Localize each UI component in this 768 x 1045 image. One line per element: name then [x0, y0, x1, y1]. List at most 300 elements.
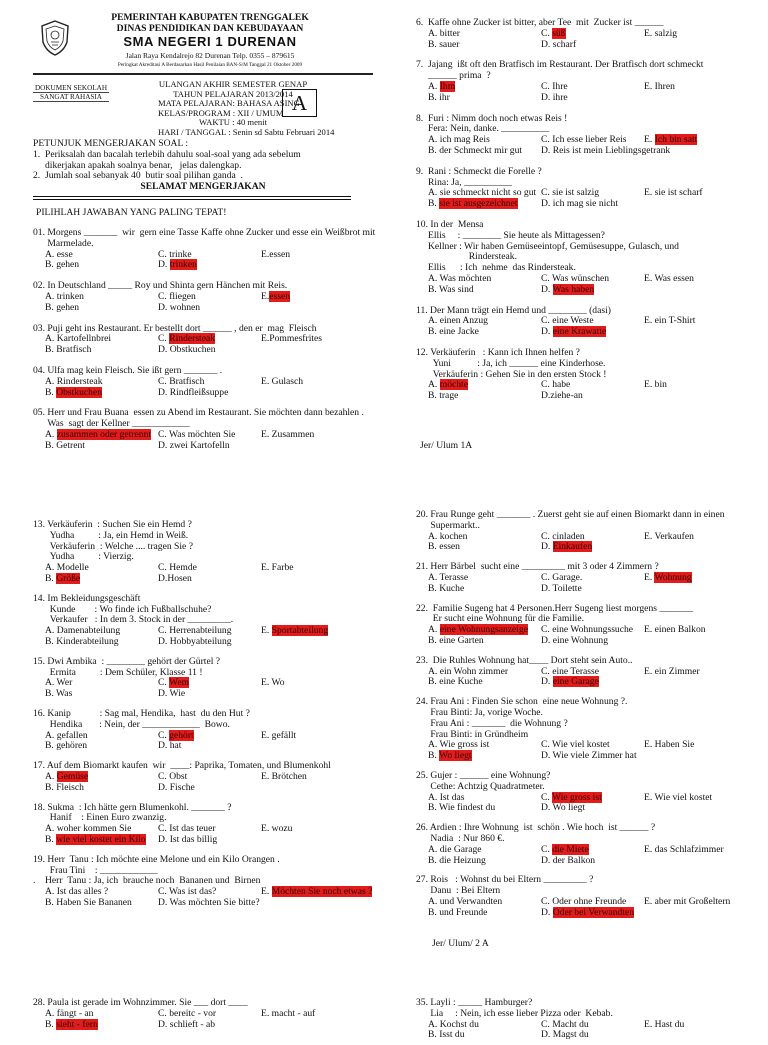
answer-option[interactable]: A. sie schmeckt nicht so gut	[428, 187, 537, 199]
option-letter: E.	[644, 571, 655, 583]
answer-option[interactable]: E. Brötchen	[261, 770, 307, 782]
option-row	[33, 835, 385, 846]
option-letter: E.	[644, 134, 655, 146]
instructions	[33, 139, 373, 193]
option-row	[33, 741, 385, 752]
option-letter: A.	[428, 379, 440, 391]
answer-option[interactable]: C. Ich esse lieber Reis	[541, 134, 627, 146]
question-text: 11. Der Mann trägt ein Hemd und ________ (dasi)	[416, 304, 611, 316]
answer-option[interactable]: C. eine Wohnungssuche	[541, 624, 634, 636]
option-row	[33, 689, 385, 700]
dept-line: DINAS PENDIDIKAN DAN KEBUDAYAAN	[116, 23, 304, 34]
answer-highlight: sieht - fern	[56, 1018, 98, 1030]
option-letter: A.	[45, 428, 57, 440]
answer-option-highlighted[interactable]	[261, 626, 328, 637]
question-item	[33, 998, 385, 1030]
question-item	[416, 348, 746, 402]
answer-option[interactable]: C. Was ist das?	[158, 886, 217, 898]
answer-option[interactable]: D. eine Wohnung	[541, 634, 608, 646]
question-text: Frau Tini : ____________	[33, 864, 158, 876]
option-letter: D.	[541, 906, 553, 918]
answer-option[interactable]: A. Wie gross ist	[428, 739, 490, 751]
answer-highlight: Ihm	[439, 80, 456, 92]
answer-option-highlighted[interactable]	[541, 908, 634, 919]
answer-option[interactable]: E. Gulasch	[261, 375, 304, 387]
questions-column-left	[33, 228, 385, 462]
answer-option-highlighted[interactable]	[541, 677, 599, 688]
answer-option[interactable]: E. aber mit Großeltern	[644, 895, 731, 907]
answer-highlight: Möchten Sie noch etwas ?	[271, 886, 373, 898]
choose-instruction: PILIHLAH JAWABAN YANG PALING TEPAT!	[36, 207, 227, 218]
answer-option[interactable]: E. Wo	[261, 677, 285, 689]
answer-highlight: süß	[552, 27, 566, 39]
answer-highlight: eine Garage	[552, 676, 599, 688]
answer-option[interactable]: D. Hobbyabteilung	[158, 635, 232, 647]
answer-option[interactable]: A. fängt - an	[45, 1007, 94, 1019]
answer-option[interactable]: A. Ist das alles ?	[45, 886, 109, 898]
questions-column-right	[416, 18, 746, 412]
option-row	[416, 93, 746, 104]
answer-option[interactable]: C. Herrenabteilung	[158, 625, 232, 637]
answer-option[interactable]: B. Was	[45, 688, 73, 700]
answer-option[interactable]: B. der Schmeckt mir gut	[428, 144, 523, 156]
option-row	[416, 908, 746, 919]
answer-option[interactable]: C. Ihre	[541, 80, 568, 92]
answer-option[interactable]: B. sauer	[428, 38, 460, 50]
answer-option[interactable]: B. die Heizung	[428, 854, 486, 866]
question-text: Hendika : Nein, der ____________ Bowo.	[33, 718, 230, 730]
answer-option-highlighted[interactable]	[261, 887, 372, 898]
answer-option[interactable]: D. Fische	[158, 781, 195, 793]
answer-option[interactable]: E. gefällt	[261, 729, 297, 741]
answer-option[interactable]: D. hat	[158, 740, 182, 752]
answer-highlight: Was haben	[552, 283, 595, 295]
answer-option[interactable]: D. wohnen	[158, 301, 201, 313]
answer-option[interactable]: A. esse	[45, 248, 73, 260]
option-letter: A.	[428, 80, 440, 92]
option-letter: C.	[158, 333, 170, 345]
option-letter: B.	[428, 198, 440, 210]
answer-option[interactable]: B. gehen	[45, 301, 80, 313]
question-text: 03. Puji geht ins Restaurant. Er bestellt dort ______ , den er mag Fleisch	[33, 322, 317, 334]
option-row	[416, 40, 746, 51]
question-text: Frau Binti: Ja, vorige Woche.	[416, 706, 543, 718]
question-item	[33, 520, 385, 585]
question-text: Was sagt der Kellner ____________	[33, 418, 190, 430]
question-text: ______ prima ?	[416, 70, 491, 82]
header-rule	[33, 73, 373, 75]
question-item	[416, 823, 746, 866]
answer-option-highlighted[interactable]	[158, 260, 197, 271]
option-row	[416, 391, 746, 402]
answer-option[interactable]: B. Haben Sie Bananen	[45, 896, 132, 908]
answer-option[interactable]: A. Kartofellnbrei	[45, 333, 112, 345]
answer-option[interactable]: C. Obst	[158, 770, 188, 782]
answer-highlight: Ich bin satt	[654, 134, 698, 146]
option-row	[416, 285, 746, 296]
answer-highlight: eine Krawatte	[552, 326, 607, 338]
option-row	[416, 29, 746, 40]
question-item	[416, 220, 746, 296]
answer-option-highlighted[interactable]	[45, 1020, 98, 1031]
answer-option[interactable]: D. zwei Kartofelln	[158, 439, 230, 451]
answer-highlight: die Miete	[552, 843, 589, 855]
question-text: 13. Verkäuferin : Suchen Sie ein Hemd ?	[33, 519, 192, 530]
question-item	[33, 324, 385, 356]
question-text: Rina: Ja, __________	[416, 176, 512, 188]
question-text: Ermita : Dem Schüler, Klasse 11 !	[33, 666, 203, 678]
option-row	[416, 542, 746, 553]
answer-option[interactable]: A. Damenabteilung	[45, 625, 121, 637]
question-text: Yudha : Ja, ein Hemd in Weiß.	[33, 529, 189, 541]
document-label	[33, 84, 109, 102]
question-item	[33, 228, 385, 271]
answer-highlight: Sportabteilung	[271, 625, 329, 637]
answer-option[interactable]: D.Hosen	[158, 572, 192, 584]
question-text: Frau Ani : _______ die Wohnung ?	[416, 717, 568, 729]
answer-option[interactable]: D. Was möchten Sie bitte?	[158, 896, 260, 908]
answer-option[interactable]: A. trinken	[45, 290, 84, 302]
answer-option-highlighted[interactable]	[541, 285, 594, 296]
option-letter: E.	[261, 290, 270, 302]
answer-option[interactable]: E. macht - auf	[261, 1007, 316, 1019]
question-text: Ellis : ________ Sie heute als Mittagessen?	[416, 229, 605, 241]
answer-option[interactable]: D. ich mag sie nicht	[541, 198, 618, 210]
answer-option[interactable]: A. einen Anzug	[428, 315, 488, 327]
answer-option[interactable]: C. Hemde	[158, 562, 197, 574]
answer-option[interactable]: E. Was essen	[644, 272, 694, 284]
answer-option[interactable]: A. Rindersteak	[45, 375, 103, 387]
answer-option[interactable]: B. eine Kuche	[428, 676, 483, 688]
answer-option[interactable]: D.ziehe-an	[541, 390, 583, 402]
answer-option[interactable]: D. Wo liegt	[541, 802, 586, 814]
answer-option[interactable]: B. essen	[428, 541, 460, 553]
option-row	[33, 303, 385, 314]
answer-option[interactable]: E. ein Zimmer	[644, 665, 700, 677]
question-item	[33, 761, 385, 793]
answer-option[interactable]: B. gehören	[45, 740, 88, 752]
document-label-line1: DOKUMEN SEKOLAH	[34, 84, 108, 92]
answer-option[interactable]: B. eine Garten	[428, 634, 484, 646]
question-item	[33, 281, 385, 313]
answer-option[interactable]: D. scharf	[541, 38, 577, 50]
question-text: Verkaufer : In dem 3. Stock in der _________.	[33, 614, 234, 626]
answer-option[interactable]: D. Ist das billig	[158, 833, 218, 845]
greeting: SELAMAT MENGERJAKAN	[140, 181, 266, 193]
exam-page-1	[0, 0, 768, 490]
question-text: 23. Die Ruhles Wohnung hat____ Dort steht sein Auto..	[416, 654, 633, 666]
answer-option[interactable]: A. woher kommen Sie	[45, 823, 132, 835]
option-row	[416, 803, 746, 814]
question-item	[33, 855, 385, 909]
answer-option[interactable]: C. habe	[541, 379, 571, 391]
question-text: 35. Layli : _____ Hamburger?	[416, 997, 533, 1008]
answer-highlight: Oder bei Verwandten	[552, 906, 635, 918]
questions-column-left	[33, 520, 385, 918]
answer-option[interactable]: D. schlieft - ab	[158, 1018, 216, 1030]
answer-highlight: Wo liegt	[439, 750, 472, 762]
answer-option[interactable]: D. Magst du	[541, 1029, 589, 1041]
answer-option[interactable]: B. Wie findest du	[428, 802, 496, 814]
option-row	[416, 1030, 746, 1041]
answer-option[interactable]: A. und Verwandten	[428, 895, 503, 907]
question-text: Frau Binti: in Gründheim	[416, 728, 529, 740]
answer-option[interactable]: C. Oder ohne Freunde	[541, 895, 627, 907]
question-text: 9. Rani : Schmeckt die Forelle ?	[416, 165, 542, 177]
question-text: Kunde : Wo finde ich Fußballschuhe?	[33, 603, 212, 615]
answer-option[interactable]: A. gefallen	[45, 729, 88, 741]
answer-option[interactable]: C. Was möchten Sie	[158, 428, 236, 440]
answer-option[interactable]: B. Fleisch	[45, 781, 84, 793]
question-text: 24. Frau Ani : Finden Sie schon eine neue Wohnung ?.	[416, 696, 628, 708]
answer-option[interactable]: E. Hast du	[644, 1018, 685, 1030]
question-item	[416, 998, 746, 1041]
question-item	[416, 60, 746, 103]
answer-option[interactable]: B. und Freunde	[428, 906, 488, 918]
option-row	[33, 898, 385, 909]
question-item	[33, 657, 385, 700]
option-row	[33, 678, 385, 689]
answer-option[interactable]: C. Bratfisch	[158, 375, 205, 387]
answer-option[interactable]: C. fliegen	[158, 290, 196, 302]
option-letter: D.	[541, 541, 553, 553]
answer-option[interactable]: E.essen	[261, 248, 291, 260]
option-letter: A.	[428, 624, 440, 636]
question-item	[33, 408, 385, 451]
answer-option[interactable]: E. salzig	[644, 27, 678, 39]
answer-option[interactable]: E. sie ist scharf	[644, 187, 703, 199]
exam-info-l2: TAHUN PELAJARAN 2013/2014	[173, 88, 293, 99]
answer-option[interactable]: A. ich mag Reis	[428, 134, 490, 146]
option-letter: D.	[541, 326, 553, 338]
answer-option[interactable]: C. Garage.	[541, 571, 583, 583]
question-text: Lia : Nein, ich esse lieber Pizza oder Kebab.	[416, 1007, 613, 1019]
option-letter: B.	[45, 1018, 57, 1030]
answer-option[interactable]: B. Getrent	[45, 439, 85, 451]
question-item	[416, 510, 746, 553]
question-item	[416, 167, 746, 210]
answer-option[interactable]: C. cinladen	[541, 530, 585, 542]
answer-highlight: Obstkuchen	[56, 386, 103, 398]
answer-option[interactable]: B. Isst du	[428, 1029, 465, 1041]
option-row	[416, 584, 746, 595]
question-text: 8. Furi : Nimm doch noch etwas Reis !	[416, 112, 568, 124]
question-text: 02. In Deutschland _____ Roy und Shinta gern Hänchen mit Reis.	[33, 280, 288, 292]
page-footer: Jer/ Ulum 1A	[420, 440, 473, 451]
option-letter: C.	[541, 791, 553, 803]
answer-option[interactable]: A. die Garage	[428, 843, 482, 855]
answer-highlight: gehört	[169, 729, 194, 741]
school-name: SMA NEGERI 1 DURENAN	[123, 34, 297, 49]
question-item	[33, 709, 385, 752]
option-letter: C.	[158, 729, 170, 741]
option-letter: B.	[45, 386, 57, 398]
option-row	[416, 677, 746, 688]
question-text: Hanif : Einen Euro zwanzig.	[33, 812, 167, 824]
answer-option[interactable]: E. Wie viel kostet	[644, 791, 713, 803]
question-text: Ellis : Ich nehme das Rindersteak.	[416, 262, 576, 274]
answer-option[interactable]: D. Toilette	[541, 582, 582, 594]
answer-option[interactable]: B. gehen	[45, 259, 80, 271]
option-letter: A.	[45, 770, 57, 782]
exam-info-l3: MATA PELAJARAN: BAHASA ASING	[158, 98, 300, 109]
exam-page-3	[0, 995, 768, 1041]
question-item	[416, 306, 746, 338]
question-text: 7. Jajang ißt oft den Bratfisch im Restaurant. Der Bratfisch dort schmeckt	[416, 59, 704, 71]
answer-option[interactable]: E. Haben Sie	[644, 739, 695, 751]
questions-column-left	[33, 998, 385, 1034]
answer-option[interactable]: D. ihre	[541, 91, 568, 103]
answer-option[interactable]: A. ein Wohn zimmer	[428, 665, 509, 677]
answer-option[interactable]: E. wozu	[261, 823, 293, 835]
answer-option[interactable]: E. Farbe	[261, 562, 294, 574]
answer-option[interactable]: A. Was möchten	[428, 272, 492, 284]
answer-option[interactable]: E. bin	[644, 379, 667, 391]
document-label-line2: SANGAT RAHASIA	[33, 93, 109, 102]
question-text: Marmelade.	[33, 237, 94, 249]
question-text: Rindersteak.	[416, 251, 517, 263]
option-row	[416, 845, 746, 856]
option-row	[33, 563, 385, 574]
answer-option-highlighted[interactable]	[541, 327, 606, 338]
answer-option[interactable]: E. Zusammen	[261, 428, 315, 440]
answer-option[interactable]: A. kochen	[428, 530, 468, 542]
question-text: 26. Ardien : Ihre Wohnung ist schön . Wie hoch ist ______ ?	[416, 822, 656, 834]
answer-option[interactable]: E. ein T-Shirt	[644, 315, 696, 327]
answer-option[interactable]: D. Obstkuchen	[158, 344, 216, 356]
exam-info-l4: KELAS/PROGRAM : XII / UMUM	[158, 107, 284, 118]
answer-option[interactable]: C. Ist das teuer	[158, 823, 216, 835]
answer-highlight: möchte	[439, 379, 468, 391]
answer-option[interactable]: B. Kuche	[428, 582, 465, 594]
instruction-1a: 1. Periksalah dan bacalah terlebih dahulu soal-soal yang ada sebelum	[33, 148, 301, 160]
answer-option[interactable]: B. ihr	[428, 91, 450, 103]
exam-page-2	[0, 505, 768, 995]
option-letter: D.	[158, 259, 170, 271]
answer-option[interactable]: E. das Schlafzimmer	[644, 843, 724, 855]
answer-option[interactable]: C. trinke	[158, 248, 192, 260]
question-text: 17. Auf dem Biomarkt kaufen wir ____: Paprika, Tomaten, und Blumenkohl	[33, 760, 331, 772]
option-row	[416, 199, 746, 210]
option-row	[33, 260, 385, 271]
option-row	[33, 1020, 385, 1031]
question-item	[416, 604, 746, 647]
answer-option[interactable]: C. eine Terasse	[541, 665, 600, 677]
answer-option[interactable]: A. Wer	[45, 677, 73, 689]
question-text: Nadia : Nur 860 €.	[416, 832, 505, 844]
question-item	[416, 697, 746, 762]
option-letter: C.	[158, 677, 170, 689]
question-text: Kellner : Wir haben Gemüseeintopf, Gemüsesuppe, Gulasch, und	[416, 240, 679, 252]
answer-option[interactable]: B. Bratfisch	[45, 344, 92, 356]
question-item	[416, 18, 746, 50]
option-row	[416, 751, 746, 762]
answer-option[interactable]: E. Ihren	[644, 80, 675, 92]
answer-option[interactable]: B. Was sind	[428, 283, 474, 295]
answer-highlight: Einkaufen	[552, 541, 593, 553]
answer-option-highlighted[interactable]	[261, 292, 290, 303]
answer-option[interactable]: E.Pommesfrites	[261, 333, 323, 345]
answer-option-highlighted[interactable]	[644, 573, 692, 584]
question-text: 05. Herr und Frau Buana essen zu Abend im Restaurant. Sie möchten dann bezahlen .	[33, 407, 364, 419]
answer-option[interactable]: A. Modelle	[45, 562, 89, 574]
option-letter: D.	[541, 676, 553, 688]
answer-option[interactable]: C. Wie viel kostet	[541, 739, 610, 751]
answer-option[interactable]: D. Reis ist mein Lieblingsgetrank	[541, 144, 671, 156]
answer-option[interactable]: C. Was wünschen	[541, 272, 610, 284]
question-item	[416, 771, 746, 814]
question-text: 16. Kanip : Sag mal, Hendika, hast du den Hut ?	[33, 707, 250, 719]
answer-highlight: wie viel kostet ein Kilo	[56, 833, 146, 845]
answer-highlight: Wohnung	[654, 571, 692, 583]
gov-line: PEMERINTAH KABUPATEN TRENGGALEK	[111, 12, 309, 23]
version-box: A	[282, 89, 317, 117]
option-row	[33, 1009, 385, 1020]
question-item	[416, 875, 746, 918]
answer-option-highlighted[interactable]	[541, 29, 566, 40]
answer-option[interactable]: C. Macht du	[541, 1018, 589, 1030]
answer-option[interactable]: A. Ist das	[428, 791, 465, 803]
answer-option-highlighted[interactable]	[45, 835, 146, 846]
answer-option-highlighted[interactable]	[541, 542, 592, 553]
exam-info-l5: WAKTU : 40 menit	[198, 117, 268, 128]
answer-option[interactable]: D. Wie	[158, 688, 186, 700]
questions-column-right	[416, 510, 746, 928]
option-letter: E.	[261, 625, 272, 637]
answer-option[interactable]: D. Wie viele Zimmer hat	[541, 750, 637, 762]
option-row	[33, 574, 385, 585]
answer-option[interactable]: D. der Balkon	[541, 854, 596, 866]
answer-option[interactable]: E. Verkaufen	[644, 530, 694, 542]
answer-option-highlighted[interactable]	[45, 388, 102, 399]
page-footer: Jer/ Ulum/ 2 A	[432, 938, 489, 949]
answer-option[interactable]: B. eine Jacke	[428, 326, 479, 338]
divider	[33, 199, 351, 200]
question-text: 22. Familie Sugeng hat 4 Personen.Herr Sugeng liest morgens _______	[416, 602, 693, 614]
option-letter: B.	[45, 572, 57, 584]
answer-option[interactable]: D. Rindfleißsuppe	[158, 386, 229, 398]
question-item	[33, 594, 385, 648]
option-row	[33, 637, 385, 648]
answer-option[interactable]: A. Terasse	[428, 571, 469, 583]
question-text: 01. Morgens _______ wir gern eine Tasse Kaffe ohne Zucker und esse ein Weißbrot mit	[33, 227, 376, 238]
answer-option[interactable]: C. eine Weste	[541, 315, 594, 327]
option-row	[33, 345, 385, 356]
question-text: 14. Im Bekleidungsgeschäft	[33, 592, 141, 604]
instruction-1b: dikerjakan apakah soalnya benar, jelas dalengkap.	[33, 159, 242, 171]
answer-option[interactable]: A. Kochst du	[428, 1018, 479, 1030]
option-row	[33, 772, 385, 783]
answer-option-highlighted[interactable]	[45, 574, 80, 585]
answer-option[interactable]: C. bereitc - vor	[158, 1007, 217, 1019]
exam-info-l1: ULANGAN AKHIR SEMESTER GENAP	[158, 79, 308, 89]
answer-option[interactable]: A. bitter	[428, 27, 460, 39]
answer-option[interactable]: C. sie ist salzig	[541, 187, 600, 199]
accreditation-note: Peringkat Akreditasi A Berdasarkan Hasil Penilaian BAN-S/M Tanggal 21 Oktober 2009	[117, 62, 303, 68]
question-text: 27. Rois : Wohnst du bei Eltern _________ ?	[416, 874, 594, 886]
question-text: Verkäuferin : Gehen Sie in den ersten Stock !	[416, 368, 607, 380]
answer-option[interactable]: B. trage	[428, 390, 459, 402]
answer-option-highlighted[interactable]	[428, 751, 472, 762]
answer-option-highlighted[interactable]	[541, 845, 589, 856]
instruction-2: 2. Jumlah soal sebanyak 40 butir soal pilihan ganda .	[33, 170, 243, 182]
question-item	[416, 562, 746, 594]
answer-option[interactable]: E. einen Balkon	[644, 624, 706, 636]
answer-option-highlighted[interactable]	[428, 199, 518, 210]
answer-option[interactable]: B. Kinderabteilung	[45, 635, 119, 647]
question-text: Cethe: Achtzig Quadratmeter.	[416, 780, 545, 792]
option-row	[33, 377, 385, 388]
